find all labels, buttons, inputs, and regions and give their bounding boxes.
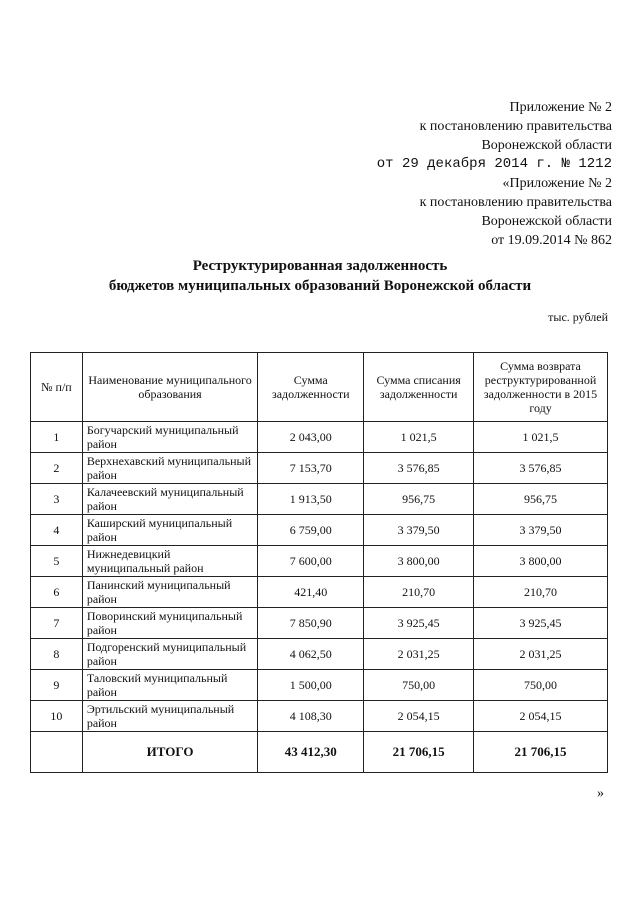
debt-table [30, 352, 608, 773]
row-debt: 4 062,50 [258, 639, 364, 670]
row-debt: 421,40 [258, 577, 364, 608]
row-name: Эртильский муниципальный район [82, 701, 258, 732]
row-writeoff: 3 800,00 [364, 546, 474, 577]
total-writeoff: 21 706,15 [364, 732, 474, 773]
row-writeoff: 2 031,25 [364, 639, 474, 670]
row-repay: 3 379,50 [474, 515, 608, 546]
title-line-2: бюджетов муниципальных образований Воронежской области [108, 278, 532, 294]
row-name: Калачеевский муниципальный район [82, 484, 258, 515]
table-row [31, 639, 608, 670]
row-debt: 1 500,00 [258, 670, 364, 701]
col-header-debt: Сумма задолженности [258, 353, 364, 422]
header-line: к постановлению правительства [419, 195, 612, 210]
total-empty-cell [31, 732, 83, 773]
table-row [31, 453, 608, 484]
document-title [0, 256, 640, 296]
header-line: Воронежской области [481, 214, 612, 229]
total-row [31, 732, 608, 773]
row-repay: 3 800,00 [474, 546, 608, 577]
row-number: 6 [31, 577, 83, 608]
row-debt: 6 759,00 [258, 515, 364, 546]
row-name: Каширский муниципальный район [82, 515, 258, 546]
header-line: от 19.09.2014 № 862 [491, 233, 612, 248]
header-line: Воронежской области [481, 138, 612, 153]
header-line-date: от 29 декабря 2014 г. № 1212 [376, 156, 612, 172]
row-name: Богучарский муниципальный район [82, 422, 258, 453]
row-writeoff: 956,75 [364, 484, 474, 515]
row-number: 3 [31, 484, 83, 515]
table-row [31, 701, 608, 732]
row-repay: 956,75 [474, 484, 608, 515]
col-header-number: № п/п [31, 353, 83, 422]
table-row [31, 484, 608, 515]
header-line: к постановлению правительства [419, 119, 612, 134]
row-number: 9 [31, 670, 83, 701]
row-repay: 3 576,85 [474, 453, 608, 484]
row-number: 10 [31, 701, 83, 732]
closing-quote: » [597, 786, 604, 801]
total-repay: 21 706,15 [474, 732, 608, 773]
row-debt: 7 600,00 [258, 546, 364, 577]
table-row [31, 608, 608, 639]
col-header-name: Наименование муниципального образования [82, 353, 258, 422]
row-number: 1 [31, 422, 83, 453]
row-name: Верхнехавский муниципальный район [82, 453, 258, 484]
row-repay: 2 031,25 [474, 639, 608, 670]
row-writeoff: 2 054,15 [364, 701, 474, 732]
appendix-header [377, 98, 612, 250]
units-label: тыс. рублей [548, 310, 608, 324]
header-line: Приложение № 2 [509, 100, 612, 115]
title-line-1: Реструктурированная задолженность [192, 258, 448, 274]
col-header-repay: Сумма возврата реструктурированной задолженности в 2015 году [474, 353, 608, 422]
total-debt: 43 412,30 [258, 732, 364, 773]
row-debt: 7 153,70 [258, 453, 364, 484]
row-repay: 210,70 [474, 577, 608, 608]
row-repay: 750,00 [474, 670, 608, 701]
row-repay: 2 054,15 [474, 701, 608, 732]
row-name: Панинский муниципальный район [82, 577, 258, 608]
row-repay: 3 925,45 [474, 608, 608, 639]
row-debt: 4 108,30 [258, 701, 364, 732]
row-name: Нижнедевицкий муниципальный район [82, 546, 258, 577]
row-number: 7 [31, 608, 83, 639]
total-label: ИТОГО [82, 732, 258, 773]
row-number: 2 [31, 453, 83, 484]
table-row [31, 515, 608, 546]
row-debt: 7 850,90 [258, 608, 364, 639]
row-writeoff: 3 379,50 [364, 515, 474, 546]
col-header-writeoff: Сумма списания задолженности [364, 353, 474, 422]
row-repay: 1 021,5 [474, 422, 608, 453]
table-header-row [31, 353, 608, 422]
row-writeoff: 3 925,45 [364, 608, 474, 639]
table-row [31, 670, 608, 701]
row-number: 4 [31, 515, 83, 546]
row-name: Поворинский муниципальный район [82, 608, 258, 639]
table-row [31, 546, 608, 577]
header-line: «Приложение № 2 [502, 176, 612, 191]
row-debt: 1 913,50 [258, 484, 364, 515]
row-name: Таловский муниципальный район [82, 670, 258, 701]
row-name: Подгоренский муниципальный район [82, 639, 258, 670]
row-writeoff: 3 576,85 [364, 453, 474, 484]
row-writeoff: 750,00 [364, 670, 474, 701]
row-number: 5 [31, 546, 83, 577]
row-writeoff: 1 021,5 [364, 422, 474, 453]
row-number: 8 [31, 639, 83, 670]
table-row [31, 577, 608, 608]
row-writeoff: 210,70 [364, 577, 474, 608]
table-row [31, 422, 608, 453]
row-debt: 2 043,00 [258, 422, 364, 453]
